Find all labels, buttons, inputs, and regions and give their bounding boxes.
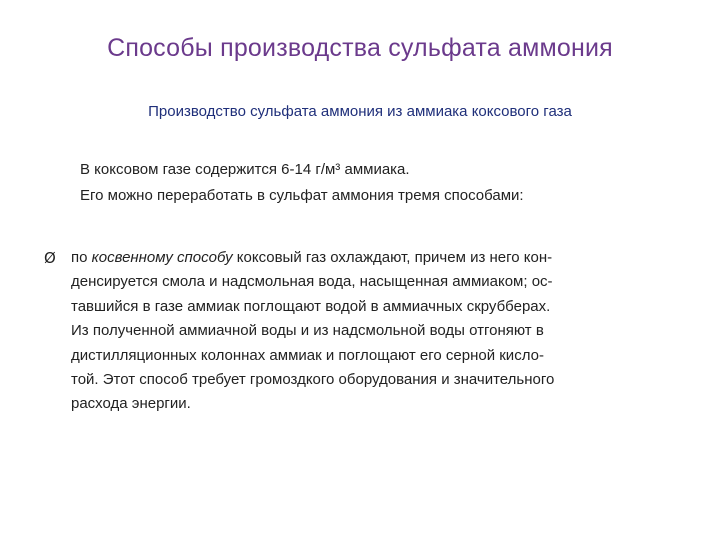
intro-paragraph (80, 157, 700, 209)
bullet-line-1-suffix: коксовый газ охлаждают, причем из него кон- (232, 249, 553, 266)
bullet-line-2: денсируется смола и надсмольная вода, насыщенная аммиаком; ос- (71, 273, 553, 291)
slide-title: Способы производства сульфата аммония (107, 34, 613, 62)
bullet-line-6: той. Этот способ требует громоздкого оборудования и значительного (71, 371, 555, 389)
bullet-line-3: тавшийся в газе аммиак поглощают водой в аммиачных скрубберах. (71, 297, 551, 315)
bullet-emphasis: косвенному способу (91, 249, 233, 266)
bullet-line-1 (71, 246, 671, 270)
bullet-line-5: дистилляционных колоннах аммиак и поглощают его серной кисло- (71, 346, 544, 364)
bullet-line-7: расхода энергии. (71, 395, 191, 413)
bullet-line-1-prefix: по (71, 249, 92, 266)
bullet-line-4: Из полученной аммиачной воды и из надсмольной воды отгоняют в (71, 322, 544, 340)
intro-line-2: Его можно переработать в сульфат аммония тремя способами: (80, 187, 524, 204)
intro-line-1: В коксовом газе содержится 6-14 г/м³ аммиака. (80, 161, 410, 178)
bullet-text (71, 246, 671, 417)
slide-subtitle: Производство сульфата аммония из аммиака коксового газа (148, 103, 572, 120)
arrow-bullet-icon: Ø (44, 249, 56, 267)
